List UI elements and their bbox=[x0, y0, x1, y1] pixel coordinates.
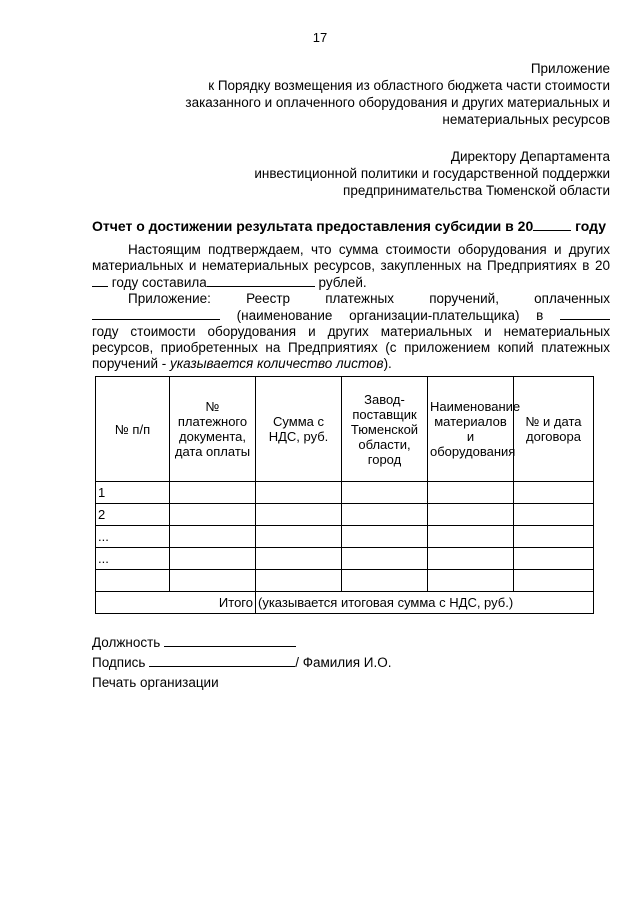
table-cell: 2 bbox=[96, 504, 170, 526]
p1-text: Настоящим подтверждаем, что сумма стоимости оборудования и других материальных и нематериальных ресурсов, закупленных на Предприятиях в 20 bbox=[92, 242, 610, 273]
table-row bbox=[96, 526, 594, 548]
report-body bbox=[92, 242, 610, 372]
table-cell bbox=[514, 526, 594, 548]
organization-blank bbox=[92, 307, 220, 320]
table-cell bbox=[428, 548, 514, 570]
table-cell bbox=[428, 570, 514, 592]
table-cell: ... bbox=[96, 526, 170, 548]
table-cell bbox=[428, 482, 514, 504]
year-blank bbox=[560, 307, 610, 320]
year-blank bbox=[92, 274, 108, 287]
position-label: Должность bbox=[92, 635, 161, 650]
table-row bbox=[96, 570, 594, 592]
header-supplier: Завод-поставщик Тюменской области, город bbox=[342, 377, 428, 482]
table-cell bbox=[342, 548, 428, 570]
sign-blank bbox=[149, 654, 295, 667]
header-payment-doc: № платежного документа, дата оплаты bbox=[170, 377, 256, 482]
appendix-line: к Порядку возмещения из областного бюджета части стоимости bbox=[208, 78, 610, 93]
p1-currency: рублей. bbox=[318, 275, 367, 290]
table-cell bbox=[170, 570, 256, 592]
table-cell bbox=[256, 526, 342, 548]
table-cell bbox=[256, 504, 342, 526]
p2-line3: году стоимости оборудования и других материальных и нематериальных ресурсов, приобретенных на Предприятиях (с приложением копий платежных поручений - bbox=[92, 324, 610, 371]
table-cell bbox=[514, 504, 594, 526]
total-label: Итого bbox=[96, 592, 256, 614]
seal-label: Печать организации bbox=[92, 675, 219, 690]
sign-label: Подпись bbox=[92, 655, 146, 670]
table-cell bbox=[514, 482, 594, 504]
addressee-block bbox=[140, 148, 610, 199]
year-blank bbox=[533, 217, 571, 231]
table-cell bbox=[342, 504, 428, 526]
total-note: (указывается итоговая сумма с НДС, руб.) bbox=[256, 592, 594, 614]
table-row bbox=[96, 504, 594, 526]
table-cell bbox=[170, 482, 256, 504]
table-header-row bbox=[96, 377, 594, 482]
header-amount: Сумма с НДС, руб. bbox=[256, 377, 342, 482]
table-cell bbox=[170, 526, 256, 548]
appendix-block bbox=[140, 60, 610, 128]
position-blank bbox=[164, 634, 296, 647]
table-cell bbox=[342, 570, 428, 592]
amount-blank bbox=[207, 274, 315, 287]
p2-italic: указывается количество листов bbox=[170, 356, 384, 371]
page-number: 17 bbox=[312, 30, 328, 45]
table-cell bbox=[428, 504, 514, 526]
paragraph-attachment-line2 bbox=[92, 307, 610, 324]
table-cell bbox=[256, 548, 342, 570]
table-cell bbox=[170, 504, 256, 526]
table-cell bbox=[170, 548, 256, 570]
paragraph-attachment-rest bbox=[92, 324, 610, 372]
header-contract: № и дата договора bbox=[514, 377, 594, 482]
table-cell bbox=[256, 482, 342, 504]
header-materials: Наименование материалов и оборудования bbox=[428, 377, 514, 482]
name-label: / Фамилия И.О. bbox=[295, 655, 392, 670]
report-title bbox=[92, 217, 610, 234]
report-title-text: Отчет о достижении результата предоставления субсидии в 20 bbox=[92, 218, 534, 234]
table-row bbox=[96, 482, 594, 504]
table-cell: ... bbox=[96, 548, 170, 570]
table-cell bbox=[514, 548, 594, 570]
p2-mid: (наименование организации-плательщика) в bbox=[236, 308, 544, 323]
table-row bbox=[96, 548, 594, 570]
p2-end: ). bbox=[383, 356, 392, 371]
table-cell bbox=[342, 482, 428, 504]
table-cell bbox=[256, 570, 342, 592]
paragraph-attachment-line1: Приложение: Реестр платежных поручений, оплаченных bbox=[128, 291, 610, 306]
addressee-line: Директору Департамента bbox=[450, 149, 610, 164]
table-cell: 1 bbox=[96, 482, 170, 504]
p1-year-suffix: году составила bbox=[111, 275, 207, 290]
paragraph-confirmation bbox=[92, 242, 610, 291]
addressee-line: предпринимательства Тюменской области bbox=[343, 183, 610, 198]
table-cell bbox=[342, 526, 428, 548]
sign-line bbox=[92, 653, 391, 673]
appendix-line: Приложение bbox=[530, 61, 610, 76]
appendix-line: заказанного и оплаченного оборудования и других материальных и bbox=[185, 95, 610, 110]
position-line bbox=[92, 633, 391, 653]
addressee-line: инвестиционной политики и государственной поддержки bbox=[254, 166, 610, 181]
report-title-suffix: году bbox=[575, 218, 606, 234]
table-total-row bbox=[96, 592, 594, 614]
header-number: № п/п bbox=[96, 377, 170, 482]
table-cell bbox=[96, 570, 170, 592]
signature-block bbox=[92, 633, 391, 693]
payment-register-table bbox=[95, 376, 594, 614]
table-cell bbox=[514, 570, 594, 592]
appendix-line: нематериальных ресурсов bbox=[442, 112, 610, 127]
table-cell bbox=[428, 526, 514, 548]
